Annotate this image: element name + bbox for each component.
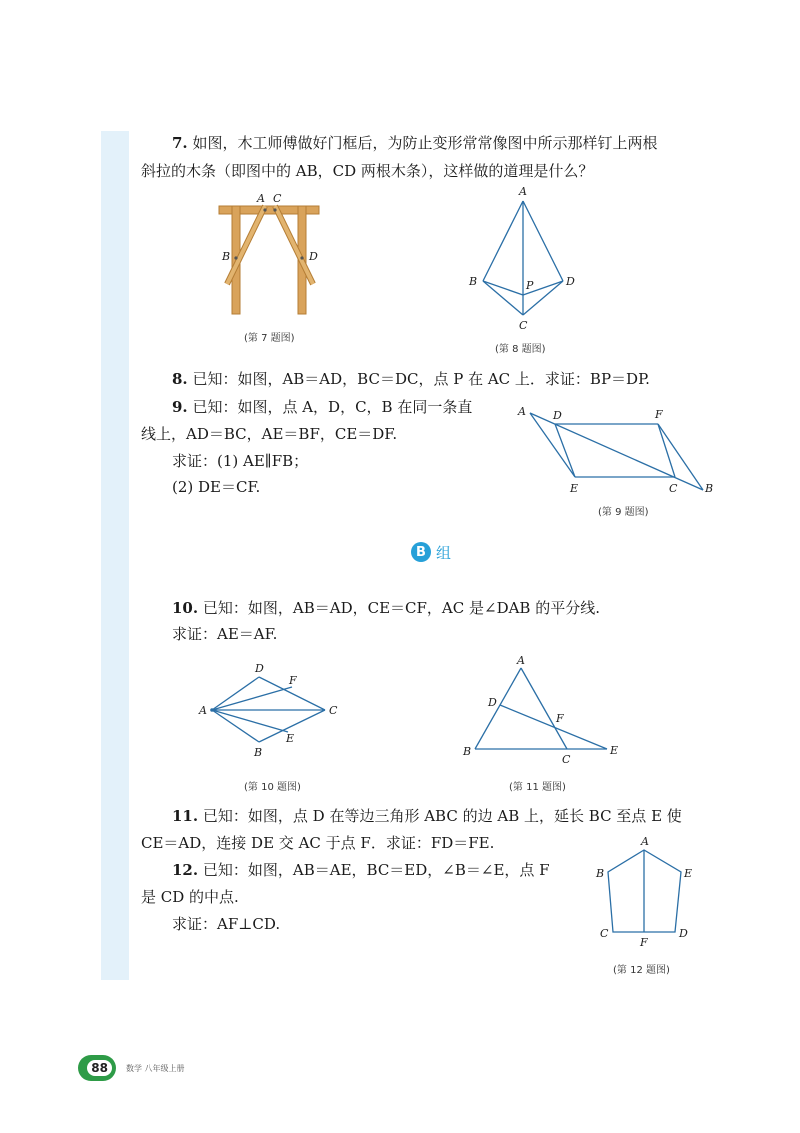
problem-8: 8. 已知：如图，AB＝AD，BC＝DC，点 P 在 AC 上．求证：BP＝DP. [172,370,650,388]
label-D: D [553,409,562,422]
label-B: B [222,250,231,263]
group-b-header [411,540,451,564]
label-C: C [669,482,678,495]
caption-fig-9: (第 9 题图) [598,507,649,518]
label-D: D [488,696,497,709]
figure-7-door-frame [215,192,325,322]
label-D: D [679,927,688,940]
label-A: A [517,654,525,667]
problem-9-line-2: 线上，AD＝BC，AE＝BF，CE＝DF. [141,425,398,443]
problem-9-line-1: 9. 已知：如图，点 A，D，C，B 在同一条直 [172,398,473,416]
problem-9-line-4: (2) DE＝CF. [172,478,261,496]
problem-11-line-1: 11. 已知：如图，点 D 在等边三角形 ABC 的边 AB 上，延长 BC 至点 E 使 [172,807,682,825]
label-C: C [329,704,338,717]
label-B: B [596,867,605,880]
problem-7-line-1: 7. 如图，木工师傅做好门框后，为防止变形常常像图中所示那样钉上两根 [172,134,658,152]
caption-fig-8: (第 8 题图) [495,344,546,355]
caption-fig-7: (第 7 题图) [244,333,295,344]
label-C: C [273,192,282,205]
figure-8-kite [460,183,590,343]
problem-7-line-2: 斜拉的木条（即图中的 AB，CD 两根木条），这样做的道理是什么？ [141,162,594,180]
label-C: C [519,319,528,332]
page-number: 88 [87,1060,112,1076]
label-E: E [570,482,579,495]
label-A: A [518,405,526,418]
page-number-pill [78,1055,116,1081]
label-F: F [655,408,663,421]
problem-12-line-3: 求证：AF⊥CD. [172,915,281,933]
label-A: A [641,835,649,848]
label-D: D [309,250,318,263]
label-D: D [255,662,264,675]
brace-CD-fill [275,206,313,284]
label-B: B [463,745,472,758]
problem-9-line-3: 求证：(1) AE∥FB； [172,452,309,470]
caption-fig-10: (第 10 题图) [244,782,301,793]
label-F: F [289,674,297,687]
label-B: B [705,482,714,495]
caption-fig-11: (第 11 题图) [509,782,566,793]
footer-book-title: 数学 八年级上册 [126,1063,185,1073]
label-C: C [600,927,609,940]
caption-fig-12: (第 12 题图) [613,965,670,976]
figure-10 [195,660,345,760]
label-F: F [556,712,564,725]
label-A: A [257,192,265,205]
group-label: 组 [436,543,452,562]
label-B: B [469,275,478,288]
label-E: E [684,867,693,880]
figure-12-pentagon [593,835,703,950]
label-P: P [526,279,534,292]
problem-11-line-2: CE＝AD，连接 DE 交 AC 于点 F．求证：FD＝FE. [141,834,495,852]
figure-11 [460,652,625,770]
problem-12-line-2: 是 CD 的中点. [141,888,239,906]
figure-9-parallelogram [515,400,720,500]
label-F: F [640,936,648,949]
group-b-badge: B [411,542,431,562]
label-D: D [566,275,575,288]
problem-10-line-2: 求证：AE＝AF. [172,625,278,643]
label-A: A [199,704,207,717]
label-E: E [286,732,295,745]
page-footer [78,1053,185,1083]
label-B: B [254,746,263,759]
problem-12-line-1: 12. 已知：如图，AB＝AE，BC＝ED，∠B＝∠E，点 F [172,861,550,879]
label-C: C [562,753,571,766]
problem-10-line-1: 10. 已知：如图，AB＝AD，CE＝CF，AC 是∠DAB 的平分线. [172,599,600,617]
margin-sidebar [101,131,129,980]
label-A: A [519,185,527,198]
label-E: E [610,744,619,757]
